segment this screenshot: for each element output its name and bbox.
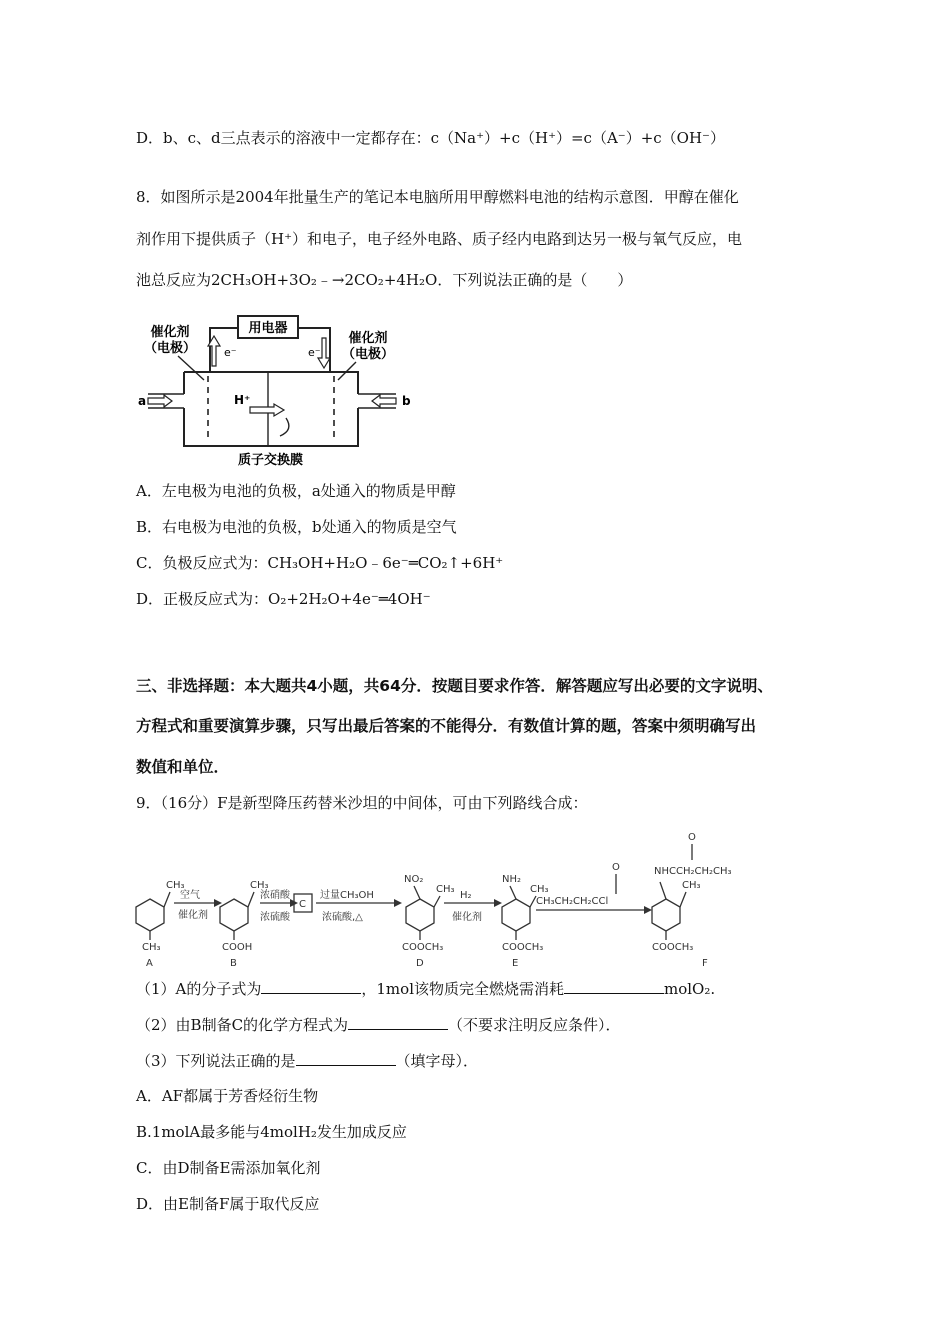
fuel-cell-diagram bbox=[134, 310, 414, 470]
q9-sub1-text-b: ，1mol该物质完全燃烧需消耗 bbox=[361, 980, 564, 998]
label-d: D bbox=[416, 958, 424, 969]
ring-d bbox=[406, 899, 434, 931]
step3-reagent: 过量CH₃OH bbox=[320, 890, 374, 901]
step5-oxygen: O bbox=[612, 862, 620, 873]
f-oxygen: O bbox=[688, 832, 696, 843]
option-d-previous-question: D．b、c、d三点表示的溶液中一定都存在：c（Na⁺）+c（H⁺）=c（A⁻）+c（OH⁻） bbox=[136, 129, 725, 147]
step5-reagent: CH₃CH₂CH₂CCl bbox=[536, 896, 609, 907]
q9-sub1-blank-formula[interactable] bbox=[261, 978, 361, 994]
ring-a bbox=[136, 899, 164, 931]
step1-reagent: 空气 bbox=[180, 890, 200, 901]
q9-sub3-blank-letters[interactable] bbox=[296, 1050, 396, 1066]
q9-option-b: B.1molA最多能与4molH₂发生加成反应 bbox=[136, 1123, 407, 1141]
label-f: F bbox=[702, 958, 708, 969]
q9-sub1-text-a: （1）A的分子式为 bbox=[136, 980, 262, 998]
q8-stem-line-1: 8．如图所示是2004年批量生产的笔记本电脑所用甲醇燃料电池的结构示意图．甲醇在催化 bbox=[136, 188, 739, 206]
synthesis-route-scheme bbox=[130, 826, 770, 976]
q9-stem: 9．（16分）F是新型降压药替米沙坦的中间体，可由下列路线合成： bbox=[136, 794, 588, 812]
load-label: 用电器 bbox=[248, 321, 288, 336]
inlet-a-arrow-icon bbox=[148, 395, 172, 407]
step1-catalyst: 催化剂 bbox=[178, 910, 208, 921]
arrow-4-icon bbox=[494, 899, 502, 907]
q9-sub3-text-a: （3）下列说法正确的是 bbox=[136, 1052, 296, 1070]
label-b: B bbox=[230, 958, 237, 969]
q8-option-b: B．右电极为电池的负极，b处通入的物质是空气 bbox=[136, 518, 457, 536]
label-a: A bbox=[146, 958, 153, 969]
section3-heading-line-2: 方程式和重要演算步骤，只写出最后答案的不能得分．有数值计算的题，答案中须明确写出 bbox=[136, 717, 757, 735]
q8-stem-line-3: 池总反应为2CH₃OH+3O₂﹣→2CO₂+4H₂O．下列说法正确的是（ ） bbox=[136, 271, 633, 289]
q8-option-d: D．正极反应式为：O₂+2H₂O+4e⁻═4OH⁻ bbox=[136, 590, 431, 608]
proton-arrow-icon bbox=[250, 404, 284, 416]
arrow-3-icon bbox=[394, 899, 402, 907]
left-catalyst-label: 催化剂 bbox=[150, 325, 190, 340]
f-amide-chain: NHCCH₂CH₂CH₃ bbox=[654, 866, 732, 877]
step2-acid: 浓硫酸 bbox=[260, 912, 290, 923]
right-catalyst-label: 催化剂 bbox=[348, 331, 388, 346]
step4-catalyst: 催化剂 bbox=[452, 912, 482, 923]
inlet-b-arrow-icon bbox=[372, 395, 396, 407]
ring-e bbox=[502, 899, 530, 931]
f-ch3: CH₃ bbox=[682, 880, 701, 891]
b-cooh: COOH bbox=[222, 942, 253, 953]
q9-option-c: C．由D制备E需添加氧化剂 bbox=[136, 1159, 321, 1177]
label-e: E bbox=[512, 958, 519, 969]
e-ch3: CH₃ bbox=[530, 884, 549, 895]
q9-sub2-blank-equation[interactable] bbox=[348, 1014, 448, 1030]
d-ch3: CH₃ bbox=[436, 884, 455, 895]
electron-left-label: e⁻ bbox=[224, 346, 237, 359]
section3-heading-line-1: 三、非选择题：本大题共4小题，共64分．按题目要求作答．解答题应写出必要的文字说明、 bbox=[136, 677, 773, 695]
q9-sub1-blank-oxygen[interactable] bbox=[564, 978, 664, 994]
b-ch3: CH₃ bbox=[250, 880, 269, 891]
section3-heading-line-3: 数值和单位． bbox=[136, 758, 230, 776]
electron-right-label: e⁻ bbox=[308, 346, 321, 359]
e-nh2: NH₂ bbox=[502, 874, 522, 885]
q8-stem-line-2: 剂作用下提供质子（H⁺）和电子，电子经外电路、质子经内电路到达另一极与氧气反应，电 bbox=[136, 230, 743, 248]
c-label: C bbox=[299, 899, 306, 910]
q9-sub1-text-c: molO₂. bbox=[664, 980, 716, 998]
ring-f bbox=[652, 899, 680, 931]
q9-sub2 bbox=[136, 1014, 621, 1035]
q9-sub3-text-b: （填字母）． bbox=[395, 1052, 479, 1070]
membrane-label: 质子交换膜 bbox=[238, 453, 304, 468]
proton-label: H⁺ bbox=[234, 393, 251, 407]
left-electrode-label: （电极） bbox=[143, 341, 197, 356]
q9-option-a: A．AF都属于芳香烃衍生物 bbox=[136, 1087, 319, 1105]
step2-reagent: 浓硝酸 bbox=[260, 890, 290, 901]
a-ch3-bottom: CH₃ bbox=[142, 942, 161, 953]
inlet-b-label: b bbox=[402, 394, 411, 408]
d-no2: NO₂ bbox=[404, 874, 424, 885]
q9-option-d: D．由E制备F属于取代反应 bbox=[136, 1195, 320, 1213]
q8-option-a: A．左电极为电池的负极，a处通入的物质是甲醇 bbox=[136, 482, 456, 500]
q8-option-c: C．负极反应式为：CH₃OH+H₂O﹣6e⁻═CO₂↑+6H⁺ bbox=[136, 554, 504, 572]
q9-sub2-text-a: （2）由B制备C的化学方程式为 bbox=[136, 1016, 349, 1034]
step3-conditions: 浓硫酸,△ bbox=[322, 912, 363, 923]
q9-sub2-text-b: （不要求注明反应条件）． bbox=[448, 1016, 621, 1034]
a-ch3-top: CH₃ bbox=[166, 880, 185, 891]
f-cooch3: COOCH₃ bbox=[652, 942, 694, 953]
arrow-5-icon bbox=[644, 906, 652, 914]
q9-sub1 bbox=[136, 978, 715, 999]
e-cooch3: COOCH₃ bbox=[502, 942, 544, 953]
d-cooch3: COOCH₃ bbox=[402, 942, 444, 953]
q9-sub3 bbox=[136, 1050, 478, 1071]
inlet-a-label: a bbox=[138, 394, 147, 408]
ring-b bbox=[220, 899, 248, 931]
right-electrode-label: （电极） bbox=[341, 347, 395, 362]
step4-reagent: H₂ bbox=[460, 890, 472, 901]
